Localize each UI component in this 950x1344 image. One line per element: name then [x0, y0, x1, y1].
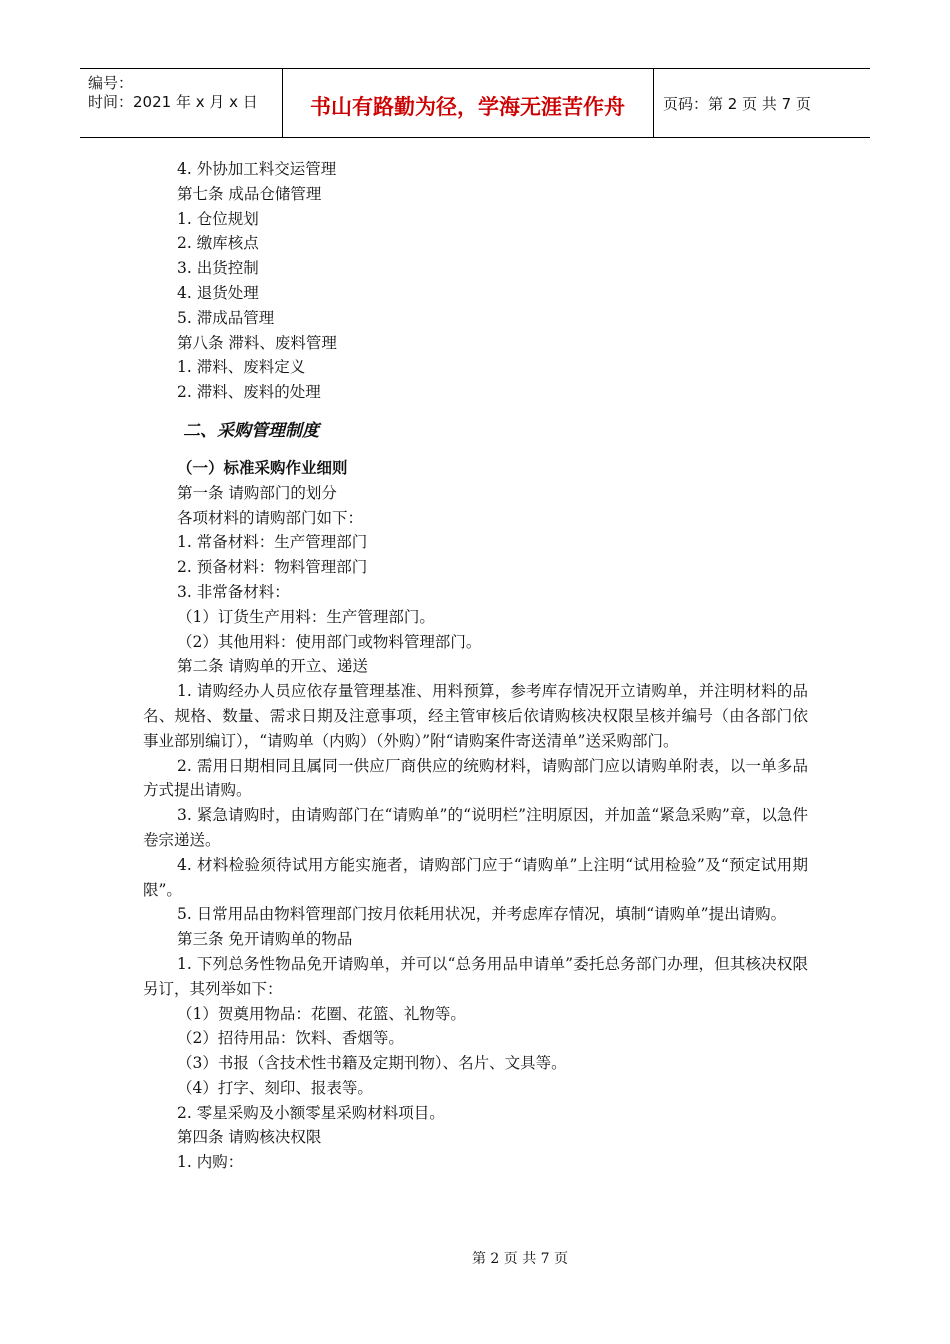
- text-line: （1）贺奠用物品：花圈、花篮、礼物等。: [177, 1004, 466, 1023]
- header-page-cell: [653, 69, 870, 137]
- text-line: （4）打字、刻印、报表等。: [177, 1078, 373, 1097]
- paragraph: 1. 请购经办人员应依存量管理基准、用料预算，参考库存情况开立请购单，并注明材料的品名、规格、数量、需求日期及注意事项，经主管审核后依请购核决权限呈核并编号（由各部门依事业部别编订），“请购单（内购）（外购）”附“请购案件寄送清单”送采购部门。: [143, 682, 808, 750]
- section-heading: 二、采购管理制度: [183, 420, 319, 441]
- subsection-heading: （一）标准采购作业细则: [177, 458, 348, 477]
- text-line: 第四条 请购核决权限: [177, 1128, 322, 1147]
- text-line: 3. 出货控制: [177, 259, 259, 278]
- header-page-number: 页码：第 2 页 共 7 页: [663, 95, 811, 113]
- paragraph: 5. 日常用品由物料管理部门按月依耗用状况，并考虑库存情况，填制“请购单”提出请购。: [177, 905, 787, 924]
- page-footer: 第 2 页 共 7 页: [471, 1251, 569, 1267]
- text-line: 2. 滞料、废料的处理: [177, 383, 321, 402]
- text-line: 4. 外协加工料交运管理: [177, 160, 337, 178]
- text-line: 2. 零星采购及小额零星采购材料项目。: [177, 1103, 445, 1122]
- text-line: （2）其他用料：使用部门或物料管理部门。: [177, 632, 482, 651]
- text-line: 各项材料的请购部门如下：: [177, 508, 364, 527]
- header-meta-cell: [80, 69, 283, 137]
- text-line: 1. 内购：: [177, 1153, 244, 1172]
- text-line: 2. 缴库核点: [177, 234, 259, 253]
- text-line: 第三条 免开请购单的物品: [177, 930, 353, 949]
- text-line: 1. 仓位规划: [177, 209, 259, 228]
- text-line: 4. 退货处理: [177, 283, 259, 302]
- paragraph: 3. 紧急请购时，由请购部门在“请购单”的“说明栏”注明原因，并加盖“紧急采购”章，以急件卷宗递送。: [143, 806, 808, 849]
- text-line: 5. 滞成品管理: [177, 308, 275, 327]
- paragraph: 4. 材料检验须待试用方能实施者，请购部门应于“请购单”上注明“试用检验”及“预定试用期限”。: [143, 855, 808, 899]
- header-motto-cell: [282, 69, 654, 137]
- text-line: （3）书报（含技术性书籍及定期刊物）、名片、文具等。: [177, 1054, 567, 1073]
- text-line: 第八条 滞料、废料管理: [177, 333, 337, 352]
- header-motto: 书山有路勤为径，学海无涯苦作舟: [310, 95, 625, 119]
- paragraph: 2. 需用日期相同且属同一供应厂商供应的统购材料，请购部门应以请购单附表，以一单多品方式提出请购。: [143, 756, 808, 800]
- text-line: 第一条 请购部门的划分: [177, 483, 337, 502]
- text-line: 第二条 请购单的开立、递送: [177, 657, 368, 676]
- paragraph: 1. 下列总务性物品免开请购单，并可以“总务用品申请单”委托总务部门办理，但其核决权限另订，其列举如下：: [143, 954, 808, 998]
- document-body: [143, 157, 808, 1175]
- text-line: 第七条 成品仓储管理: [177, 184, 322, 203]
- text-line: （1）订货生产用料：生产管理部门。: [177, 607, 435, 626]
- page-header: [80, 68, 870, 138]
- text-line: 1. 滞料、废料定义: [177, 358, 306, 377]
- text-line: 1. 常备材料：生产管理部门: [177, 533, 368, 552]
- number-label: 编号：: [88, 74, 134, 92]
- text-line: 3. 非常备材料：: [177, 582, 290, 601]
- text-line: 2. 预备材料：物料管理部门: [177, 558, 368, 577]
- time-label: 时间：2021 年 x 月 x 日: [88, 93, 258, 111]
- text-line: （2）招待用品：饮料、香烟等。: [177, 1029, 404, 1048]
